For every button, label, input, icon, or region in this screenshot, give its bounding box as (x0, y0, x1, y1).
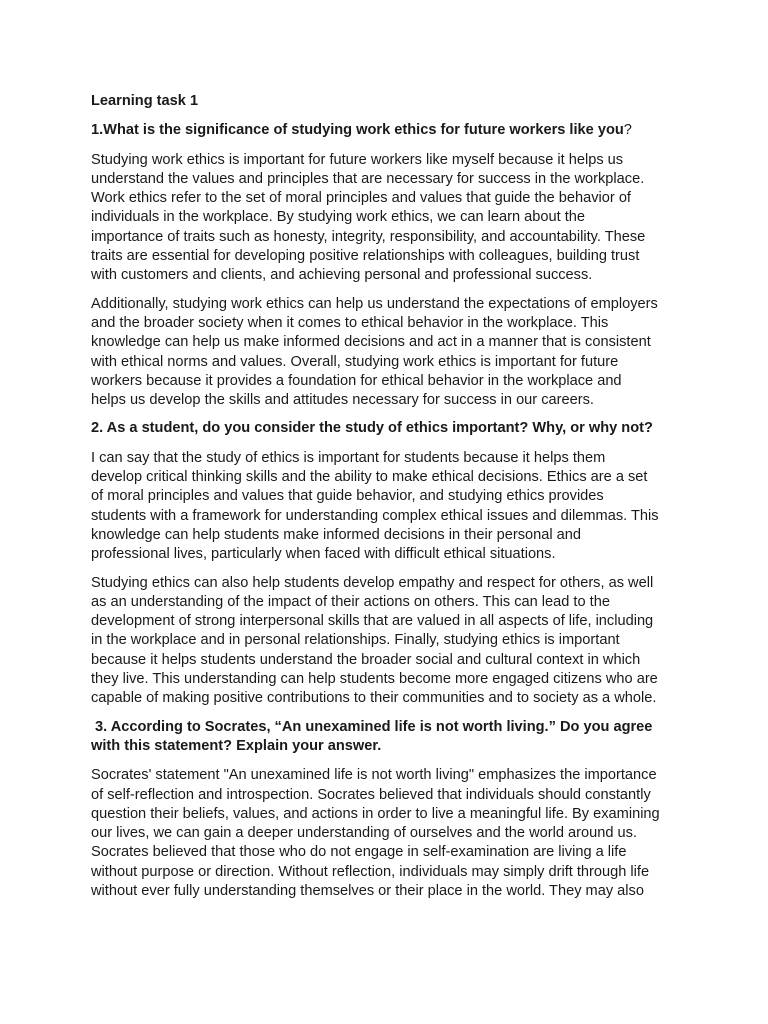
question-3-line: 3. According to Socrates, “An unexamined life is not worth living.” Do you agree (91, 718, 653, 735)
text-line: because it helps students understand the broader social and cultural context in which (91, 651, 641, 668)
document-page (91, 92, 681, 910)
text-line: development of strong interpersonal skills that are valued in all aspects of life, including (91, 613, 654, 630)
text-line: workers because it provides a foundation for ethical behavior in the workplace and (91, 372, 622, 389)
text-line: as an understanding of the impact of their actions on others. This can lead to the (91, 593, 610, 610)
text-line: students with a framework for understanding complex ethical issues and dilemmas. This (91, 507, 659, 524)
text-line: Work ethics refer to the set of moral principles and values that guide the behavior of (91, 190, 631, 207)
question-3-line: with this statement? Explain your answer. (91, 737, 382, 754)
text-line: and the broader society when it comes to ethical behavior in the workplace. This (91, 314, 609, 331)
text-line: capable of making positive contributions to their communities and to society as a whole. (91, 690, 657, 707)
text-line: knowledge can help us make informed decisions and act in a manner that is consistent (91, 334, 651, 351)
question-1 (91, 121, 681, 140)
text-line: professional lives, particularly when faced with difficult ethical situations. (91, 546, 556, 563)
answer-3-paragraph-1 (91, 766, 681, 901)
text-line: of self-reflection and introspection. Socrates believed that individuals should constantly (91, 786, 651, 803)
text-line: our lives, we can gain a deeper understanding of ourselves and the world around us. (91, 825, 637, 842)
text-line: Additionally, studying work ethics can help us understand the expectations of employers (91, 295, 658, 312)
text-line: Studying ethics can also help students develop empathy and respect for others, as well (91, 574, 654, 591)
text-line: in the workplace and in personal relationships. Finally, studying ethics is important (91, 632, 620, 649)
text-line: of moral principles and values that guide behavior, and studying ethics provides (91, 488, 604, 505)
answer-1-paragraph-2 (91, 295, 681, 411)
text-line: without purpose or direction. Without reflection, individuals may simply drift through life (91, 863, 650, 880)
answer-2-paragraph-2 (91, 574, 681, 709)
text-line: question their beliefs, values, and actions in order to live a meaningful life. By examining (91, 805, 660, 822)
text-line: individuals in the workplace. By studying work ethics, we can learn about the (91, 209, 586, 226)
text-line: without ever fully understanding themselves or their place in the world. They may also (91, 882, 644, 899)
answer-1-paragraph-1 (91, 151, 681, 286)
text-line: Studying work ethics is important for future workers like myself because it helps us (91, 151, 624, 168)
document-title: Learning task 1 (91, 93, 199, 109)
text-line: understand the values and principles that are necessary for success in the workplace. (91, 170, 645, 187)
question-1-text: 1.What is the significance of studying work ethics for future workers like you (91, 122, 624, 139)
text-line: traits are essential for developing positive relationships with colleagues, building trust (91, 248, 640, 265)
text-line: with customers and clients, and achieving personal and professional success. (91, 267, 593, 284)
question-2-line: 2. As a student, do you consider the study of ethics important? Why, or why not? (91, 420, 653, 437)
text-line: importance of traits such as honesty, integrity, responsibility, and accountability. These (91, 228, 646, 245)
text-line: helps us develop the skills and attitudes necessary for success in our careers. (91, 392, 594, 409)
text-line: I can say that the study of ethics is important for students because it helps them (91, 449, 606, 466)
text-line: they live. This understanding can help students become more engaged citizens who are (91, 671, 658, 688)
question-2 (91, 419, 681, 438)
text-line: develop critical thinking skills and the ability to make ethical decisions. Ethics are a set (91, 469, 648, 486)
text-line: knowledge can help students make informed decisions in their personal and (91, 526, 581, 543)
text-line: with ethical norms and values. Overall, studying work ethics is important for future (91, 353, 619, 370)
text-line: Socrates' statement "An unexamined life is not worth living" emphasizes the importance (91, 767, 657, 784)
text-line: Socrates believed that those who do not engage in self-examination are living a life (91, 844, 627, 861)
question-1-mark: ? (623, 122, 632, 139)
answer-2-paragraph-1 (91, 449, 681, 565)
question-3 (91, 718, 681, 757)
